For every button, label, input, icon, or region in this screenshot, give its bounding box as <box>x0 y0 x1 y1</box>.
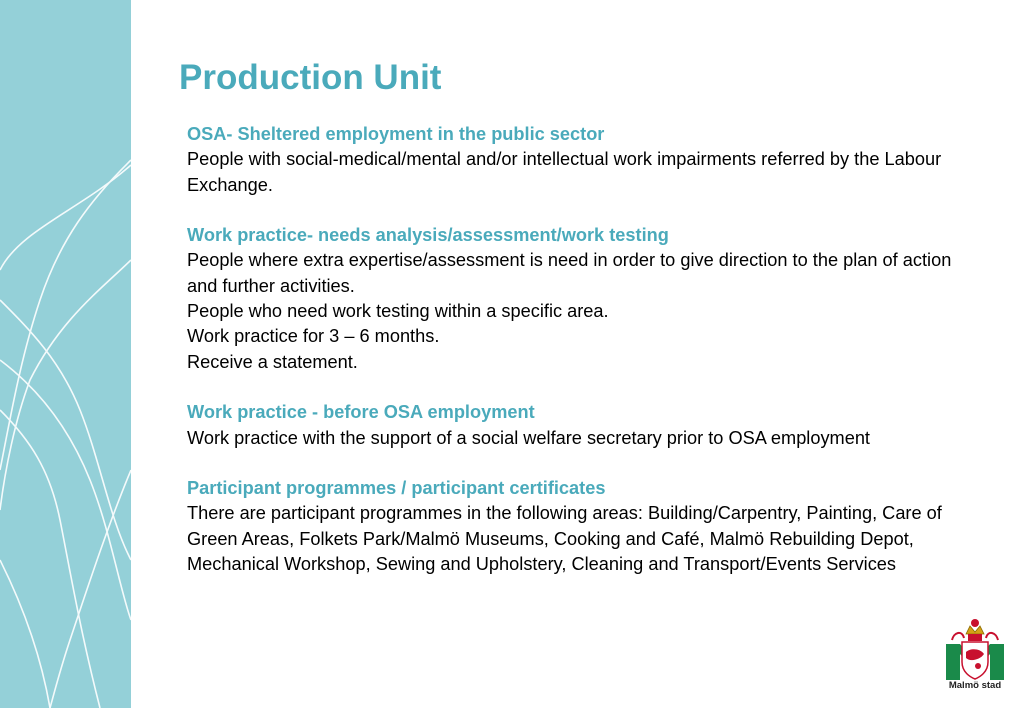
section-text: Work practice for 3 – 6 months. <box>187 326 440 347</box>
section-text: There are participant programmes in the following areas: Building/Carpentry, Painting, Care of Green Areas, Folkets Park/Malmö Museums, Cooking and Café, Malmö Rebuilding Depot, Mechanical Workshop, Sewing and Upholstery, Cleaning and Transport/Events Services <box>187 503 942 575</box>
section-text: Receive a statement. <box>187 351 358 372</box>
section-before-osa <box>187 400 962 451</box>
section-heading: Participant programmes / participant certificates <box>187 478 606 499</box>
section-text: Work practice with the support of a social welfare secretary prior to OSA employment <box>187 427 870 448</box>
section-text: People who need work testing within a specific area. <box>187 301 609 322</box>
section-heading: Work practice - before OSA employment <box>187 402 535 423</box>
wave-lines-decoration <box>0 0 131 708</box>
content-body <box>187 122 962 603</box>
decorative-sidebar <box>0 0 131 708</box>
logo-text: Malmö stad <box>948 680 1002 691</box>
section-text: People where extra expertise/assessment is need in order to give direction to the plan of action and further activities. <box>187 250 952 296</box>
section-text: People with social-medical/mental and/or intellectual work impairments referred by the Labour Exchange. <box>187 149 942 195</box>
section-heading: Work practice- needs analysis/assessment/work testing <box>187 225 669 246</box>
section-participant-programmes <box>187 476 962 577</box>
section-needs-analysis <box>187 223 962 375</box>
section-osa <box>187 122 962 198</box>
page-title: Production Unit <box>179 58 442 97</box>
section-heading: OSA- Sheltered employment in the public sector <box>187 124 605 144</box>
